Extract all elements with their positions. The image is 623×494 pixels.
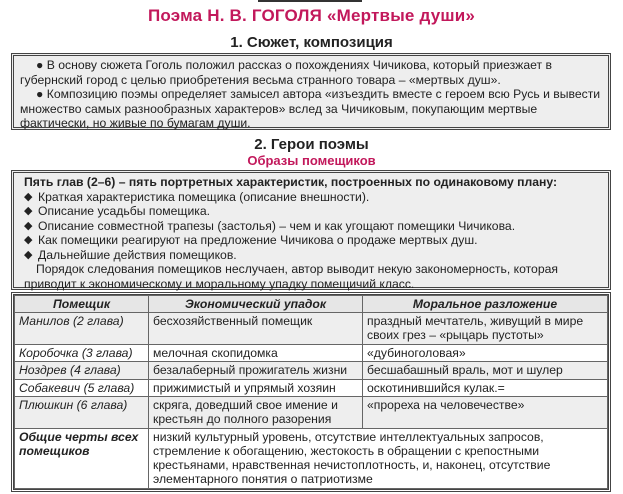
table-header-row: [15, 296, 608, 313]
section-heading-plot: 1. Сюжет, композиция: [230, 34, 393, 51]
table-row: [15, 362, 608, 379]
cell-moral: оскотинившийся кулак.=: [363, 379, 608, 396]
page-title: Поэма Н. В. ГОГОЛЯ «Мертвые души»: [147, 6, 476, 25]
plot-paragraph-2: ● Композицию поэмы определяет замысел автора «изъездить вместе с героем всю Русь и вывести множество самых разнообразных характеров» вслед за Чичиковым, покупающим мертвые фактически, но живые по бумагам души.: [20, 87, 601, 130]
cell-moral: праздный мечтатель, живущий в мире своих грез – «рыцарь пустоты»: [363, 313, 608, 345]
landowners-table: [11, 292, 611, 492]
table-row: [15, 379, 608, 396]
plot-paragraph-1: ● В основу сюжета Гоголь положил рассказ о похождениях Чичикова, который приезжает в губернский город с целью приобретения весьма странного товара – «мертвых душ».: [20, 58, 552, 87]
table-row: [15, 313, 608, 345]
cell-name: Собакевич (5 глава): [15, 379, 149, 396]
cell-econ: прижимистый и упрямый хозяин: [149, 379, 363, 396]
list-item: ◆ Описание усадьбы помещика.: [24, 204, 602, 219]
cell-moral: «прореха на человечестве»: [363, 396, 608, 428]
header-economic: Экономический упадок: [149, 296, 363, 313]
cell-econ: мелочная скопидомка: [149, 344, 363, 361]
section-subheading-landowners: Образы помещиков: [247, 153, 376, 168]
summary-label: Общие черты всех помещиков: [15, 428, 149, 488]
cell-name: Манилов (2 глава): [15, 313, 149, 345]
cell-econ: скряга, доведший свое имение и крестьян до полного разорения: [149, 396, 363, 428]
list-item: ◆ Дальнейшие действия помещиков.: [24, 248, 602, 263]
summary-text: низкий культурный уровень, отсутствие интеллектуальных запросов, стремление к обогащению, жестокость в обращении с крепостными крестьянами, нравственная нечистоплотность, и, наконец, отсутствие элементарного понятия о патриотизме: [149, 428, 608, 488]
list-item: ◆ Описание совместной трапезы (застолья) – чем и как угощают помещики Чичикова.: [24, 219, 602, 234]
header-moral: Моральное разложение: [363, 296, 608, 313]
heroes-heading: Пять глав (2–6) – пять портретных характеристик, построенных по одинаковому плану:: [24, 175, 558, 189]
cell-moral: «дубиноголовая»: [363, 344, 608, 361]
cell-moral: бесшабашный враль, мот и шулер: [363, 362, 608, 379]
heroes-list: [24, 190, 602, 263]
heroes-box: [11, 170, 611, 290]
cell-econ: бесхозяйственный помещик: [149, 313, 363, 345]
heroes-conclusion: Порядок следования помещиков неслучаен, автор выводит некую закономерность, которая приводит к экономическому и моральному упадку помещичий класс.: [24, 262, 558, 291]
header-landowner: Помещик: [15, 296, 149, 313]
list-item: ◆ Краткая характеристика помещика (описание внешности).: [24, 190, 602, 205]
plot-box: [11, 53, 611, 130]
list-item: ◆ Как помещики реагируют на предложение Чичикова о продаже мертвых душ.: [24, 233, 602, 248]
cell-name: Ноздрев (4 глава): [15, 362, 149, 379]
cell-econ: безалаберный прожигатель жизни: [149, 362, 363, 379]
table-row: [15, 344, 608, 361]
top-rule: [258, 0, 362, 2]
table-summary-row: [15, 428, 608, 488]
cell-name: Коробочка (3 глава): [15, 344, 149, 361]
section-heading-heroes: 2. Герои поэмы: [254, 136, 369, 153]
table-row: [15, 396, 608, 428]
cell-name: Плюшкин (6 глава): [15, 396, 149, 428]
